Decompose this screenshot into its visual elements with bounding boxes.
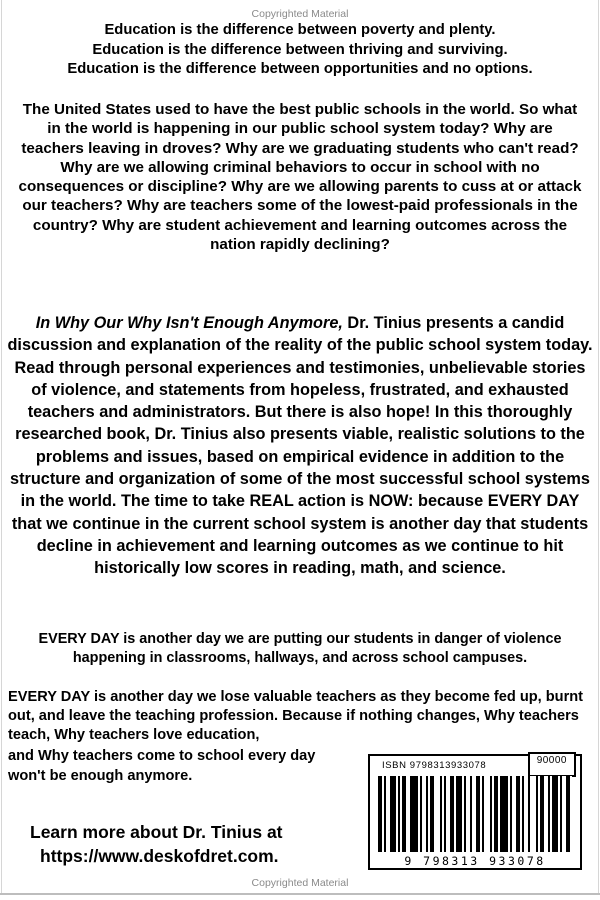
learn-more-text: Learn more about Dr. Tinius at [30, 822, 283, 842]
book-title-italic: In Why Our Why Isn't Enough Anymore, [35, 314, 343, 332]
questions-paragraph: The United States used to have the best public schools in the world. So what in the world is happening in our public school system today? Why are teachers leaving in droves? Why are we graduating students who can't read? Why are we allowing criminal behaviors to occur in school with no consequences or discipline? Why are we allowing parents to cuss at or attack our teachers? Why are teachers some of the lowest-paid professionals in the country? Why are student achievement and learning outcomes across the nation rapidly declining? [18, 101, 582, 254]
every-day-violence-paragraph: EVERY DAY is another day we are putting our students in danger of violence happening in classrooms, hallways, and across school campuses. [38, 631, 562, 666]
copyright-notice-top: Copyrighted Material [251, 8, 349, 20]
isbn-label: ISBN 9798313933078 [382, 760, 487, 771]
book-description-rest: Dr. Tinius presents a candid discussion and explanation of the reality of the public school system today. Read through personal experiences and testimonies, unbelievable stories of violence, and statements from hopeless, frustrated, and exhausted teachers and administrators. But there is also hope! In this thoroughly researched book, Dr. Tinius also presents viable, realistic solutions to the problems and issues, based on empirical evidence in addition to the structure and organization of some of the most successful school systems in the world. The time to take REAL action is NOW: because EVERY DAY that we continue in the current school system is another day that students decline in achievement and learning outcomes as we continue to hit historically low scores in reading, math, and science. [7, 314, 593, 578]
intro-statement-block [14, 21, 586, 80]
barcode-bars [378, 776, 572, 852]
intro-line-2: Education is the difference between thriving and surviving. [92, 41, 508, 58]
intro-line-1: Education is the difference between poverty and plenty. [104, 22, 496, 38]
book-description-paragraph [5, 312, 595, 580]
copyright-notice-bottom: Copyrighted Material [251, 877, 349, 889]
every-day-teachers-paragraph-continued: and Why teachers come to school every day won't be enough anymore. [8, 748, 316, 784]
barcode-digits: 9 798313 933078 [370, 854, 580, 868]
barcode-price-code: 90000 [528, 752, 576, 777]
page-edge-right [598, 0, 599, 893]
website-url: https://www.deskofdret.com. [40, 846, 279, 866]
learn-more-block [30, 820, 283, 868]
intro-line-3: Education is the difference between opportunities and no options. [67, 61, 533, 78]
every-day-teachers-paragraph: EVERY DAY is another day we lose valuable teachers as they become fed up, burnt out, and leave the teaching profession. Because if nothing changes, Why teachers teach, Why teachers love education, [8, 689, 584, 744]
page-edge-bottom [0, 893, 600, 895]
barcode [368, 754, 582, 870]
page-edge-left [1, 0, 2, 893]
